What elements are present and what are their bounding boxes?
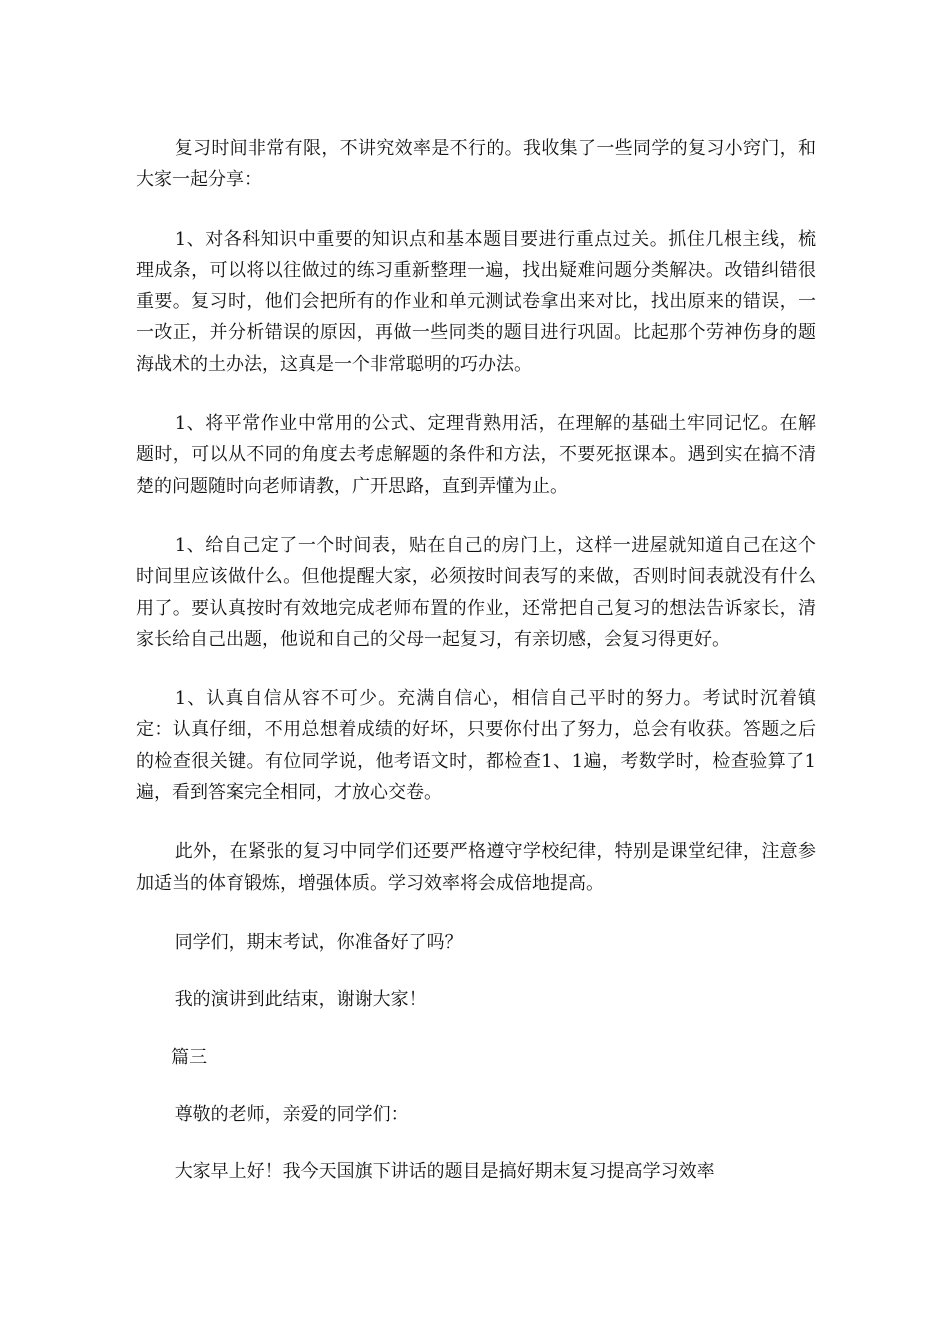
paragraph-greeting: 尊敬的老师，亲爱的同学们： (174, 1103, 409, 1125)
paragraph-tip-1: 1、对各科知识中重要的知识点和基本题目要进行重点过关。抓住几根主线，梳理成条，可以将以往做过的练习重新整理一遍，找出疑难问题分类解决。改错纠错很重要。复习时，他们会把所有的作业和单元测试卷拿出来对比，找出原来的错误，一一改正，并分析错误的原因，再做一些同类的题目进行巩固。比起那个劳神伤身的题海战术的土办法，这真是一个非常聪明的巧办法。 (136, 228, 816, 375)
paragraph-intro: 复习时间非常有限，不讲究效率是不行的。我收集了一些同学的复习小窍门，和大家一起分享： (136, 138, 816, 191)
paragraph-closing: 我的演讲到此结束，谢谢大家！ (174, 989, 427, 1011)
document-body (136, 133, 816, 1213)
section-heading: 篇三 (171, 1046, 208, 1068)
paragraph-discipline: 此外，在紧张的复习中同学们还要严格遵守学校纪律，特别是课堂纪律，注意参加适当的体育锻炼，增强体质。学习效率将会成倍地提高。 (136, 841, 816, 894)
paragraph-opening: 大家早上好！我今天国旗下讲话的题目是搞好期末复习提高学习效率 (174, 1161, 715, 1183)
paragraph-question: 同学们，期末考试，你准备好了吗？ (174, 931, 463, 953)
paragraph-tip-3: 1、给自己定了一个时间表，贴在自己的房门上，这样一进屋就知道自己在这个时间里应该做什么。但他提醒大家，必须按时间表写的来做，否则时间表就没有什么用了。要认真按时有效地完成老师布置的作业，还常把自己复习的想法告诉家长，清家长给自己出题，他说和自己的父母一起复习，有亲切感，会复习得更好。 (136, 534, 816, 650)
paragraph-tip-2: 1、将平常作业中常用的公式、定理背熟用活，在理解的基础土牢同记忆。在解题时，可以从不同的角度去考虑解题的条件和方法，不要死抠课本。遇到实在搞不清楚的问题随时向老师请教，广开思路，直到弄懂为止。 (136, 413, 816, 497)
paragraph-tip-4: 1、认真自信从容不可少。充满自信心，相信自己平时的努力。考试时沉着镇定：认真仔细，不用总想着成绩的好坏，只要你付出了努力，总会有收获。答题之后的检查很关键。有位同学说，他考语文时，都检查1、1遍，考数学时，检查验算了1遍，看到答案完全相同，才放心交卷。 (136, 688, 816, 804)
